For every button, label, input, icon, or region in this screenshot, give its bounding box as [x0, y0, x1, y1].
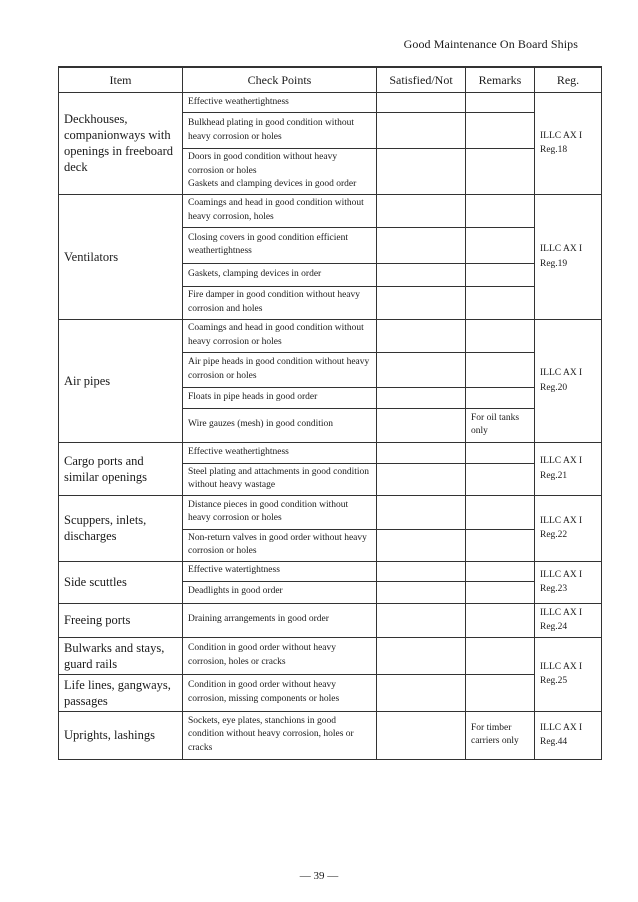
regulation-cell: ILLC AX I Reg.24 [535, 603, 602, 637]
satisfied-cell[interactable] [377, 674, 466, 711]
item-cell: Deckhouses, companionways with openings in freeboard deck [59, 93, 183, 195]
regulation-cell: ILLC AX I Reg.20 [535, 319, 602, 442]
check-point-cell: Coamings and head in good condition without heavy corrosion or holes [183, 319, 377, 352]
remarks-cell[interactable] [466, 463, 535, 495]
satisfied-cell[interactable] [377, 149, 466, 195]
check-point-cell: Steel plating and attachments in good condition without heavy wastage [183, 463, 377, 495]
table-row [59, 603, 602, 637]
regulation-cell: ILLC AX I Reg.22 [535, 495, 602, 561]
check-point-cell: Condition in good order without heavy corrosion, missing components or holes [183, 674, 377, 711]
satisfied-cell[interactable] [377, 113, 466, 149]
col-header-item: Item [59, 67, 183, 93]
table-row [59, 442, 602, 463]
check-point-cell: Coamings and head in good condition without heavy corrosion, holes [183, 194, 377, 227]
remarks-cell[interactable] [466, 149, 535, 195]
item-cell: Freeing ports [59, 603, 183, 637]
remarks-cell[interactable] [466, 93, 535, 113]
page-number: — 39 — [299, 870, 339, 882]
remarks-cell[interactable] [466, 194, 535, 227]
item-cell: Scuppers, inlets, discharges [59, 495, 183, 561]
check-point-cell: Gaskets, clamping devices in order [183, 263, 377, 286]
table-header-row [59, 67, 602, 93]
regulation-cell: ILLC AX I Reg.19 [535, 194, 602, 319]
remarks-cell[interactable]: For timber carriers only [466, 711, 535, 759]
running-head-title: Good Maintenance On Board Ships [403, 37, 578, 51]
regulation-cell: ILLC AX I Reg.21 [535, 442, 602, 495]
satisfied-cell[interactable] [377, 263, 466, 286]
satisfied-cell[interactable] [377, 227, 466, 263]
check-point-cell: Draining arrangements in good order [183, 603, 377, 637]
maintenance-checklist-table [58, 66, 602, 760]
remarks-cell[interactable] [466, 227, 535, 263]
remarks-cell[interactable] [466, 674, 535, 711]
remarks-cell[interactable] [466, 529, 535, 561]
item-cell: Cargo ports and similar openings [59, 442, 183, 495]
col-header-reg: Reg. [535, 67, 602, 93]
table-row [59, 93, 602, 113]
remarks-cell[interactable] [466, 442, 535, 463]
remarks-cell[interactable] [466, 352, 535, 387]
satisfied-cell[interactable] [377, 637, 466, 674]
check-point-cell: Effective weathertightness [183, 442, 377, 463]
satisfied-cell[interactable] [377, 319, 466, 352]
remarks-cell[interactable] [466, 286, 535, 319]
item-cell: Bulwarks and stays, guard rails [59, 637, 183, 674]
regulation-cell: ILLC AX I Reg.44 [535, 711, 602, 759]
col-header-remarks: Remarks [466, 67, 535, 93]
remarks-cell[interactable] [466, 319, 535, 352]
remarks-cell[interactable]: For oil tanks only [466, 408, 535, 442]
remarks-cell[interactable] [466, 387, 535, 408]
check-point-cell: Closing covers in good condition efficient weathertightness [183, 227, 377, 263]
item-cell: Side scuttles [59, 561, 183, 603]
check-point-cell: Air pipe heads in good condition without heavy corrosion or holes [183, 352, 377, 387]
satisfied-cell[interactable] [377, 529, 466, 561]
regulation-cell: ILLC AX I Reg.18 [535, 93, 602, 195]
satisfied-cell[interactable] [377, 352, 466, 387]
satisfied-cell[interactable] [377, 463, 466, 495]
satisfied-cell[interactable] [377, 581, 466, 603]
table-row [59, 495, 602, 529]
satisfied-cell[interactable] [377, 711, 466, 759]
table-row [59, 674, 602, 711]
table-row [59, 561, 602, 581]
col-header-satisfied: Satisfied/Not [377, 67, 466, 93]
table-row [59, 711, 602, 759]
check-point-cell: Floats in pipe heads in good order [183, 387, 377, 408]
check-point-cell: Bulkhead plating in good condition without heavy corrosion or holes [183, 113, 377, 149]
check-point-cell: Wire gauzes (mesh) in good condition [183, 408, 377, 442]
satisfied-cell[interactable] [377, 194, 466, 227]
regulation-cell: ILLC AX I Reg.25 [535, 637, 602, 711]
table-row [59, 319, 602, 352]
check-point-cell: Deadlights in good order [183, 581, 377, 603]
check-point-cell: Non-return valves in good order without heavy corrosion or holes [183, 529, 377, 561]
satisfied-cell[interactable] [377, 495, 466, 529]
col-header-check-points: Check Points [183, 67, 377, 93]
satisfied-cell[interactable] [377, 286, 466, 319]
item-cell: Ventilators [59, 194, 183, 319]
check-point-cell: Condition in good order without heavy corrosion, holes or cracks [183, 637, 377, 674]
remarks-cell[interactable] [466, 581, 535, 603]
satisfied-cell[interactable] [377, 561, 466, 581]
remarks-cell[interactable] [466, 495, 535, 529]
table-row [59, 194, 602, 227]
satisfied-cell[interactable] [377, 387, 466, 408]
remarks-cell[interactable] [466, 113, 535, 149]
check-point-cell: Sockets, eye plates, stanchions in good condition without heavy corrosion, holes or cracks [183, 711, 377, 759]
item-cell: Life lines, gangways, passages [59, 674, 183, 711]
table-row [59, 637, 602, 674]
satisfied-cell[interactable] [377, 93, 466, 113]
check-point-cell: Distance pieces in good condition without heavy corrosion or holes [183, 495, 377, 529]
item-cell: Uprights, lashings [59, 711, 183, 759]
satisfied-cell[interactable] [377, 408, 466, 442]
remarks-cell[interactable] [466, 637, 535, 674]
regulation-cell: ILLC AX I Reg.23 [535, 561, 602, 603]
check-point-cell: Fire damper in good condition without heavy corrosion and holes [183, 286, 377, 319]
remarks-cell[interactable] [466, 603, 535, 637]
satisfied-cell[interactable] [377, 603, 466, 637]
item-cell: Air pipes [59, 319, 183, 442]
satisfied-cell[interactable] [377, 442, 466, 463]
check-point-cell: Effective weathertightness [183, 93, 377, 113]
table-body [59, 93, 602, 760]
remarks-cell[interactable] [466, 561, 535, 581]
check-point-cell: Doors in good condition without heavy corrosion or holes Gaskets and clamping devices in good order [183, 149, 377, 195]
remarks-cell[interactable] [466, 263, 535, 286]
check-point-cell: Effective watertightness [183, 561, 377, 581]
